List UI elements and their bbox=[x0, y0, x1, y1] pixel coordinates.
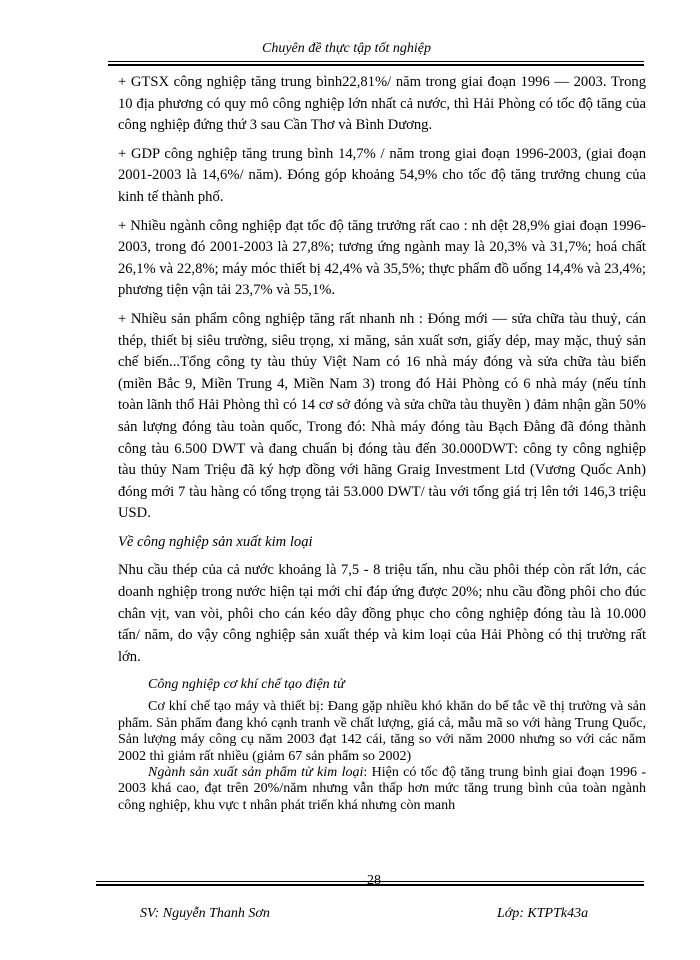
header-rule bbox=[108, 61, 644, 62]
document-body bbox=[118, 72, 646, 814]
page-number: 28 bbox=[367, 873, 381, 888]
paragraph-metal-products bbox=[118, 765, 646, 814]
paragraph-products: + Nhiều sản phẩm công nghiệp tăng rất nhanh nh : Đóng mới — sửa chữa tàu thuỷ, cán thép, thiết bị siêu trường, siêu trọng, xi măng, sản xuất sơn, giấy dép, may mặc, thuỷ sản chế biến...Tổng công ty tàu thủy Việt Nam có 16 nhà máy đóng và sửa chữa tàu biển (miền Bắc 9, Miền Trung 4, Miền Nam 3) trong đó Hải Phòng có 6 nhà máy (nếu tính toàn lãnh thổ Hải Phòng thì có 14 cơ sở đóng và sửa chữa tàu thuyền ) đảm nhận gần 50% sản lượng đóng tàu toàn quốc, Trong đó: Nhà máy đóng tàu Bạch Đằng đã đóng thành công tàu 6.500 DWT và đang chuẩn bị đóng tàu đến 30.000DWT: công ty công nghiệp tàu thủy Nam Triệu đã ký hợp đồng với hãng Graig Investment Ltd (Vương Quốc Anh) đóng mới 7 tàu hàng có tổng trọng tải 53.000 DWT/ tàu với tổng giá trị lên tới 146,3 triệu USD. bbox=[118, 310, 646, 522]
footer-rule-thick bbox=[96, 884, 644, 886]
paragraph-machinery: Cơ khí chế tạo máy và thiết bị: Đang gặp nhiều khó khăn do bế tắc về thị trường và sản phẩm. Sản phẩm đang khó cạnh tranh về chất lượng, giá cả, mẫu mã so với hàng Trung Quốc, Sản lượng máy công cụ năm 2003 đạt 142 cái, tăng so với năm 2000 nhưng so với các năm 2002 thì giảm rất nhiều (giảm 67 sản phẩm so 2002) bbox=[118, 699, 646, 764]
section-heading-mechanical: Công nghiệp cơ khí chế tạo điện tử bbox=[148, 677, 345, 693]
header-rule-thick bbox=[108, 64, 644, 66]
paragraph-steel-demand: Nhu cầu thép của cả nước khoảng là 7,5 - 8 triệu tấn, nhu cầu phôi thép còn rất lớn, các doanh nghiệp trong nước hiện tại mới chỉ đáp ứng được 20%; nhu cầu đồng phôi cho đúc chân vịt, van vòi, phôi cho cán kéo dây đồng phục cho công nghiệp đóng tàu là 10.000 tấn/ năm, do vậy công nghiệp sản xuất thép và kim loại của Hải Phòng có thị trường rất lớn. bbox=[118, 562, 646, 665]
footer-rule bbox=[96, 881, 644, 882]
paragraph-gdp: + GDP công nghiệp tăng trung bình 14,7% / năm trong giai đoạn 1996-2003, (giai đoạn 2001-2003 là 14,6%/ năm). Đóng góp khoảng 54,9% cho tốc độ tăng trưởng chung của kinh tế thành phố. bbox=[118, 145, 646, 205]
footer-class: Lớp: KTPTk43a bbox=[497, 906, 589, 921]
paragraph-growth-sectors: + Nhiều ngành công nghiệp đạt tốc độ tăng trưởng rất cao : nh dệt 28,9% giai đoạn 1996-2003, trong đó 2001-2003 là 27,8%; tương ứng ngành may là 20,3% và 31,7%; hoá chất 26,1% và 22,8%; máy móc thiết bị 42,4% và 35,5%; thực phẩm đồ uống 14,4% và 23,4%; phương tiện vận tải 23,7% và 55,1%. bbox=[118, 217, 646, 299]
paragraph-gtsx: + GTSX công nghiệp tăng trung bình22,81%/ năm trong giai đoạn 1996 — 2003. Trong 10 địa phương có quy mô công nghiệp lớn nhất cả nước, thì Hải Phòng có tốc độ tăng của công nghiệp đứng thứ 3 sau Cần Thơ và Bình Dương. bbox=[118, 74, 646, 134]
footer-author: SV: Nguyễn Thanh Sơn bbox=[140, 906, 270, 921]
header-title: Chuyên đề thực tập tốt nghiệp bbox=[262, 41, 431, 56]
metal-products-text: : Hiện có tốc độ tăng trung bình giai đoạn 1996 - 2003 khá cao, đạt trên 20%/năm nhưng vẫn thấp hơn mức tăng trung bình của toàn ngành công nghiệp, khu vực t nhân phát triển khá nhưng còn manh bbox=[118, 765, 646, 813]
section-heading-metal: Về công nghiệp sản xuất kim loại bbox=[118, 533, 313, 550]
metal-products-lead: Ngành sản xuất sản phẩm từ kim loại bbox=[148, 765, 364, 781]
